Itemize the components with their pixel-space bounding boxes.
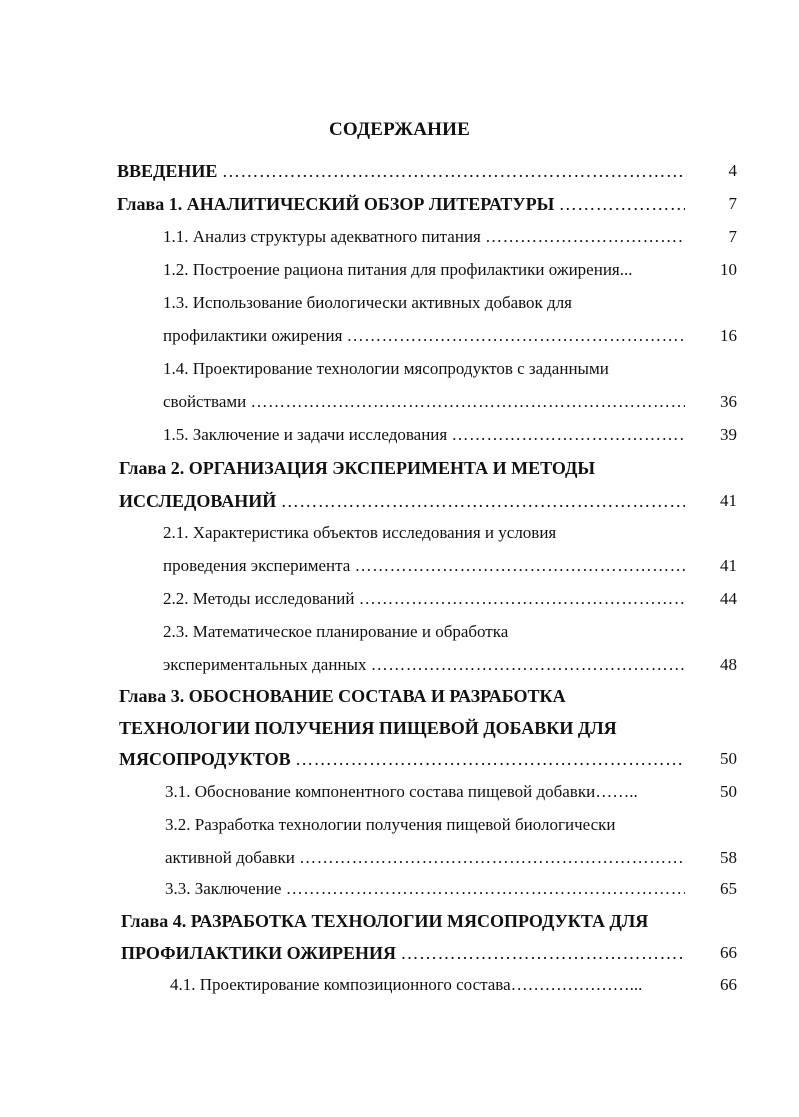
toc-entry-chapter-3-continuation-2	[119, 746, 737, 772]
toc-page-number: 7	[728, 194, 737, 213]
toc-entry-2-3	[163, 619, 737, 645]
toc-entry-text: 3.3. Заключение	[165, 879, 282, 898]
toc-entry-1-4-continuation	[163, 389, 737, 415]
toc-entry-text: экспериментальных данных	[163, 655, 367, 674]
toc-page-number: 41	[720, 491, 737, 510]
toc-entry-chapter-4	[121, 908, 737, 934]
toc-entry-text: 2.1. Характеристика объектов исследования и условия	[163, 523, 557, 542]
toc-entry-text: 3.1. Обоснование компонентного состава пищевой добавки……..	[165, 782, 638, 801]
toc-entry-text: 1.3. Использование биологически активных добавок для	[163, 293, 573, 312]
toc-entry-2-1	[163, 520, 737, 546]
toc-entry-3-2	[165, 812, 737, 838]
toc-entry-text: проведения эксперимента	[163, 556, 351, 575]
toc-entry-chapter-2-continuation	[119, 488, 737, 514]
toc-page-number: 50	[720, 749, 737, 768]
toc-page-number: 16	[720, 326, 737, 345]
toc-entry-text: 2.2. Методы исследований	[163, 589, 355, 608]
toc-entry-1-5	[163, 422, 737, 448]
toc-page-number: 10	[720, 260, 737, 279]
toc-entry-text: свойствами	[163, 392, 247, 411]
toc-entry-text: Глава 4. РАЗРАБОТКА ТЕХНОЛОГИИ МЯСОПРОДУКТА ДЛЯ	[121, 911, 649, 931]
toc-entry-text: 1.5. Заключение и задачи исследования	[163, 425, 448, 444]
toc-entry-3-2-continuation	[165, 845, 737, 871]
toc-page-number: 48	[720, 655, 737, 674]
toc-entry-text: 1.1. Анализ структуры адекватного питания	[163, 227, 481, 246]
toc-entry-text: Глава 1. АНАЛИТИЧЕСКИЙ ОБЗОР ЛИТЕРАТУРЫ	[117, 194, 555, 214]
toc-title: СОДЕРЖАНИЕ	[329, 119, 470, 140]
toc-entry-text: 1.4. Проектирование технологии мясопродуктов с заданными	[163, 359, 609, 378]
toc-entry-1-3-continuation	[163, 323, 737, 349]
toc-page-number: 39	[720, 425, 737, 444]
toc-page-number: 41	[720, 556, 737, 575]
toc-entry-text: ТЕХНОЛОГИИ ПОЛУЧЕНИЯ ПИЩЕВОЙ ДОБАВКИ ДЛЯ	[119, 718, 617, 738]
toc-page-number: 4	[728, 161, 737, 180]
toc-entry-text: профилактики ожирения	[163, 326, 343, 345]
toc-entry-chapter-2	[119, 455, 737, 481]
toc-entry-chapter-3	[119, 683, 737, 709]
toc-entry-2-3-continuation	[163, 652, 737, 678]
toc-entry-chapter-4-continuation	[121, 940, 737, 966]
toc-entry-1-2	[163, 257, 737, 283]
toc-page-number: 58	[720, 848, 737, 867]
toc-entry-text: активной добавки	[165, 848, 295, 867]
toc-page-number: 66	[720, 943, 737, 962]
toc-entry-2-2	[163, 586, 737, 612]
toc-entry-chapter-1	[117, 191, 737, 217]
toc-entry-text: ВВЕДЕНИЕ	[117, 161, 218, 181]
toc-entry-text: Глава 2. ОРГАНИЗАЦИЯ ЭКСПЕРИМЕНТА И МЕТОДЫ	[119, 458, 596, 478]
toc-entry-introduction	[117, 158, 737, 184]
toc-page-number: 7	[728, 227, 737, 246]
toc-entry-text: 2.3. Математическое планирование и обработка	[163, 622, 509, 641]
toc-entry-text: 4.1. Проектирование композиционного состава…………………...	[170, 975, 643, 994]
toc-entry-text: МЯСОПРОДУКТОВ	[119, 749, 291, 769]
toc-page-number: 44	[720, 589, 737, 608]
toc-page-number: 50	[720, 782, 737, 801]
toc-entry-1-4	[163, 356, 737, 382]
toc-entry-chapter-3-continuation	[119, 715, 737, 741]
toc-entry-text: ПРОФИЛАКТИКИ ОЖИРЕНИЯ	[121, 943, 396, 963]
toc-entry-text: 3.2. Разработка технологии получения пищевой биологически	[165, 815, 616, 834]
toc-entry-text: 1.2. Построение рациона питания для профилактики ожирения...	[163, 260, 633, 279]
toc-page-number: 36	[720, 392, 737, 411]
toc-page-number: 65	[720, 879, 737, 898]
toc-entry-4-1	[170, 972, 737, 998]
toc-entry-2-1-continuation	[163, 553, 737, 579]
toc-entry-3-3	[165, 876, 737, 902]
toc-entry-1-1	[163, 224, 737, 250]
toc-entry-1-3	[163, 290, 737, 316]
toc-entry-3-1	[165, 779, 737, 805]
toc-entry-text: ИССЛЕДОВАНИЙ	[119, 491, 277, 511]
toc-entry-text: Глава 3. ОБОСНОВАНИЕ СОСТАВА И РАЗРАБОТКА	[119, 686, 566, 706]
toc-page-number: 66	[720, 975, 737, 994]
